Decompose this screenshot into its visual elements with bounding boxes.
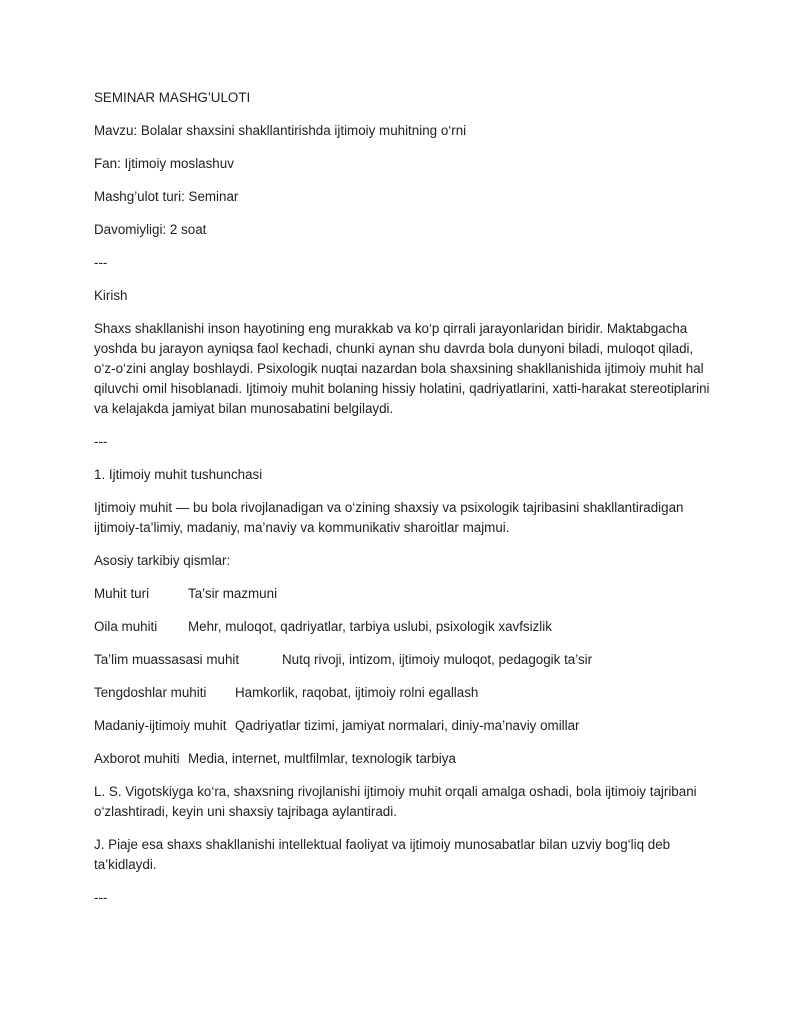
components-label: Asosiy tarkibiy qismlar:	[94, 553, 231, 568]
table-row	[94, 650, 710, 670]
document-page	[94, 88, 710, 921]
table-cell-type: Oila muhiti	[94, 619, 158, 634]
table-row	[94, 584, 710, 604]
section-1-heading: 1. Ijtimoiy muhit tushunchasi	[94, 467, 263, 482]
table-cell-content: Ta’sir mazmuni	[188, 586, 278, 601]
piaget-paragraph: J. Piaje esa shaxs shakllanishi intellektual faoliyat va ijtimoiy munosabatlar bilan uzviy bog‘liq deb ta’kidlaydi.	[94, 837, 671, 872]
table-cell-content: Mehr, muloqot, qadriyatlar, tarbiya uslubi, psixologik xavfsizlik	[188, 619, 552, 634]
table-cell-content: Media, internet, multfilmlar, texnologik tarbiya	[188, 751, 456, 766]
table-cell-content: Nutq rivoji, intizom, ijtimoiy muloqot, pedagogik ta’sir	[282, 652, 593, 667]
table-row	[94, 749, 710, 769]
table-row	[94, 683, 710, 703]
document-title: SEMINAR MASHG’ULOTI	[94, 90, 251, 105]
duration-line: Davomiyligi: 2 soat	[94, 222, 207, 237]
vygotsky-paragraph: L. S. Vigotskiyga ko‘ra, shaxsning rivojlanishi ijtimoiy muhit orqali amalga oshadi, bola ijtimoiy tajribani o‘zlashtiradi, keyin uni shaxsiy tajribaga aylantiradi.	[94, 784, 697, 819]
table-row	[94, 716, 710, 736]
table-cell-content: Qadriyatlar tizimi, jamiyat normalari, diniy-ma’naviy omillar	[235, 718, 580, 733]
separator-3: ---	[94, 890, 108, 905]
separator-1: ---	[94, 255, 108, 270]
table-cell-type: Ta’lim muassasasi muhit	[94, 652, 240, 667]
subject-line: Fan: Ijtimoiy moslashuv	[94, 156, 234, 171]
intro-paragraph: Shaxs shakllanishi inson hayotining eng murakkab va ko‘p qirrali jarayonlaridan biridir. Maktabgacha yoshda bu jarayon ayniqsa faol kechadi, chunki aynan shu davrda bola dunyoni biladi, muloqot qiladi, o‘z-o‘zini anglay boshlaydi. Psixologik nuqtai nazardan bola shaxsining shakllanishida ijtimoiy muhit hal qiluvchi omil hisoblanadi. Ijtimoiy muhit bolaning hissiy holatini, qadriyatlarini, xatti-harakat stereotiplarini va kelajakda jamiyat bilan munosabatini belgilaydi.	[94, 321, 710, 416]
separator-2: ---	[94, 434, 108, 449]
session-type-line: Mashg’ulot turi: Seminar	[94, 189, 239, 204]
table-cell-type: Axborot muhiti	[94, 751, 180, 766]
table-cell-content: Hamkorlik, raqobat, ijtimoiy rolni egallash	[235, 685, 479, 700]
section-1-paragraph: Ijtimoiy muhit — bu bola rivojlanadigan va o‘zining shaxsiy va psixologik tajribasini shakllantiradigan ijtimoiy-ta’limiy, madaniy, ma’naviy va kommunikativ sharoitlar majmui.	[94, 500, 684, 535]
table-cell-type: Muhit turi	[94, 586, 150, 601]
intro-heading: Kirish	[94, 288, 128, 303]
topic-line: Mavzu: Bolalar shaxsini shakllantirishda ijtimoiy muhitning o‘rni	[94, 123, 467, 138]
table-row	[94, 617, 710, 637]
table-cell-type: Tengdoshlar muhiti	[94, 685, 207, 700]
table-cell-type: Madaniy-ijtimoiy muhit	[94, 718, 227, 733]
